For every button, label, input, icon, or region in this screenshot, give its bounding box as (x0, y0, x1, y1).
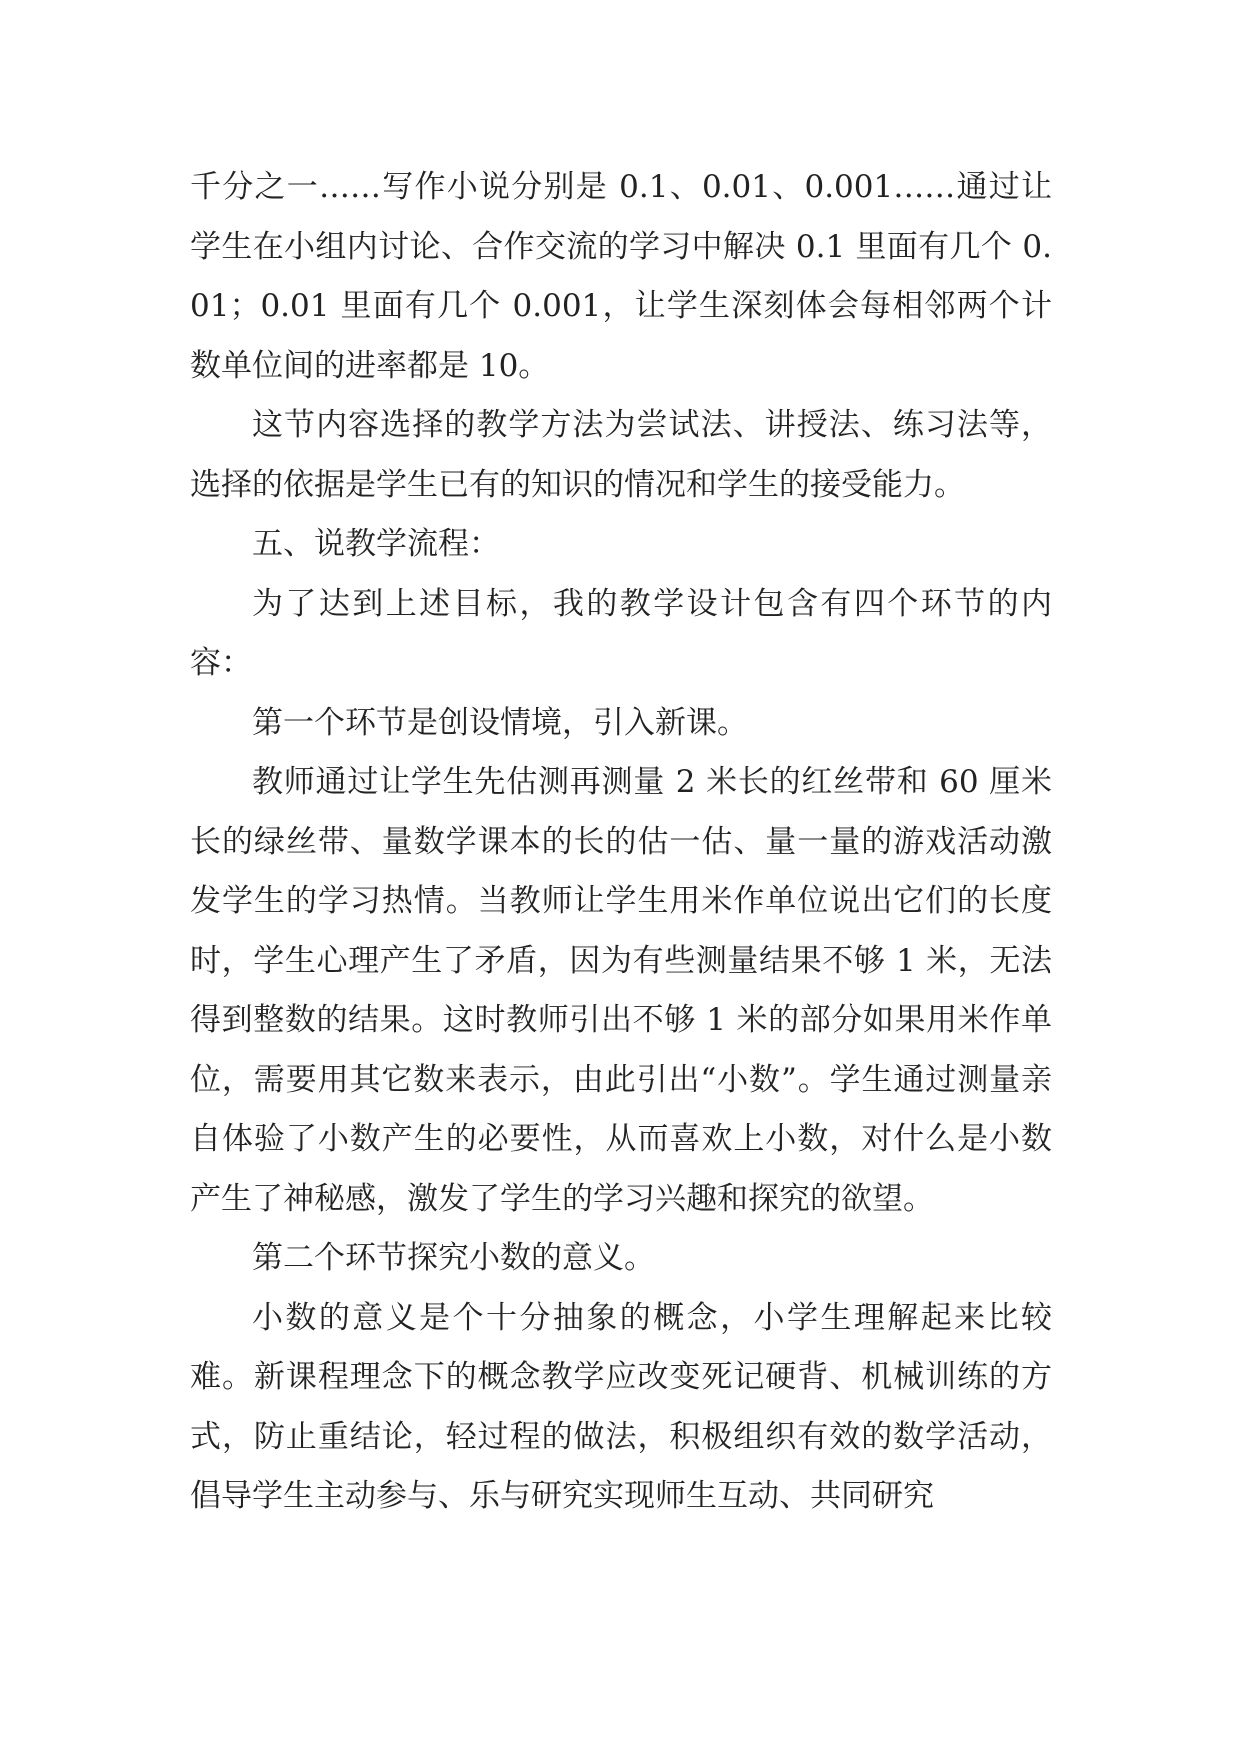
section-heading-teaching-process: 五、说教学流程： (252, 526, 500, 562)
paragraph-teaching-methods: 这节内容选择的教学方法为尝试法、讲授法、练习法等，选择的依据是学生已有的知识的情况和学生的接受能力。 (190, 407, 1052, 503)
paragraph-continuation: 千分之一……写作小说分别是 0.1、0.01、0.001……通过让学生在小组内讨论、合作交流的学习中解决 0.1 里面有几个 0.01；0.01 里面有几个 0.001，让学生深刻体会每相邻两个计数单位间的进率都是 10。 (190, 169, 1052, 384)
paragraph-design-intro: 为了达到上述目标，我的教学设计包含有四个环节的内容： (190, 585, 1052, 681)
paragraph-step-two-heading: 第二个环节探究小数的意义。 (252, 1240, 655, 1276)
paragraph-step-one-body: 教师通过让学生先估测再测量 2 米长的红丝带和 60 厘米长的绿丝带、量数学课本的长的估一估、量一量的游戏活动激发学生的学习热情。当教师让学生用米作单位说出它们的长度时，学生心理产生了矛盾，因为有些测量结果不够 1 米，无法得到整数的结果。这时教师引出不够 1 米的部分如果用米作单位，需要用其它数来表示，由此引出“小数”。学生通过测量亲自体验了小数产生的必要性，从而喜欢上小数，对什么是小数产生了神秘感，激发了学生的学习兴趣和探究的欲望。 (190, 764, 1052, 1217)
paragraph-step-two-body: 小数的意义是个十分抽象的概念，小学生理解起来比较难。新课程理念下的概念教学应改变死记硬背、机械训练的方式，防止重结论，轻过程的做法，积极组织有效的数学活动，倡导学生主动参与、乐与研究实现师生互动、共同研究 (190, 1299, 1052, 1514)
document-body (190, 158, 1052, 1527)
paragraph-step-one-heading: 第一个环节是创设情境，引入新课。 (252, 704, 748, 741)
